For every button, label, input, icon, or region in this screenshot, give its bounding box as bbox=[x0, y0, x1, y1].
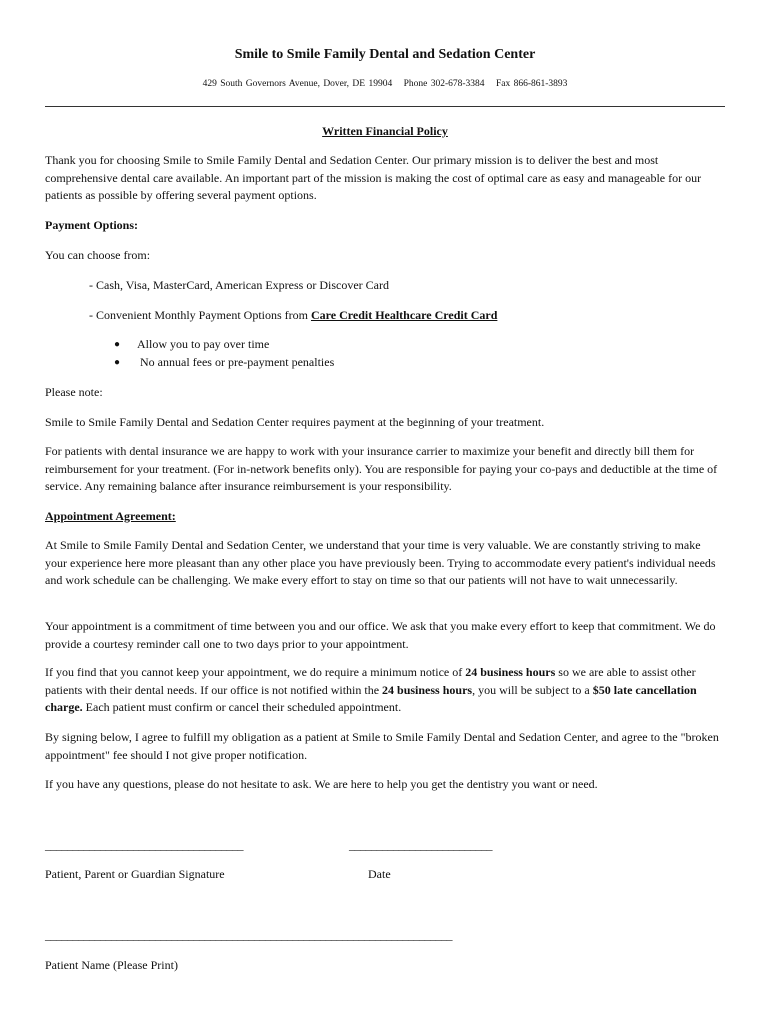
signature-label: Patient, Parent or Guardian Signature bbox=[45, 867, 225, 881]
bullet-item bbox=[0, 354, 770, 372]
payment-note: Smile to Smile Family Dental and Sedation Center requires payment at the beginning of your treatment. bbox=[45, 415, 545, 429]
patient-name-label: Patient Name (Please Print) bbox=[45, 958, 178, 972]
patient-name-line[interactable]: __________________________________________________________________________ bbox=[45, 928, 452, 942]
notice-hours: 24 business hours bbox=[465, 665, 556, 679]
appointment-paragraph-1: At Smile to Smile Family Dental and Sedation Center, we understand that your time is very valuable. We are constantly striving to make your experience here more pleasant than any other place you have previously been. Trying to accommodate every patient's individual needs and work schedule can be challenging. We make every effort to stay on time so that our patients will not have to wait unnecessarily. bbox=[45, 538, 716, 587]
option-cash: - Cash, Visa, MasterCard, American Express or Discover Card bbox=[89, 278, 389, 292]
date-line[interactable]: __________________________ bbox=[349, 838, 492, 852]
option-monthly bbox=[89, 307, 689, 325]
bullet-item bbox=[0, 336, 770, 354]
policy-heading: Written Financial Policy bbox=[322, 124, 448, 138]
bullet-text: Allow you to pay over time bbox=[137, 337, 270, 351]
appointment-paragraph-2: Your appointment is a commitment of time between you and our office. We ask that you make every effort to keep that commitment. We do provide a courtesy reminder call one to two days prior to your appointment. bbox=[45, 619, 716, 651]
practice-address: 429 South Governors Avenue, Dover, DE 19904 bbox=[202, 79, 393, 89]
appointment-paragraph-3 bbox=[45, 664, 725, 717]
intro-paragraph: Thank you for choosing Smile to Smile Family Dental and Sedation Center. Our primary mission is to deliver the best and most comprehensive dental care available. An important part of the mission is making the cost of optimal care as easy and manageable for our patients as possible by offering several payment options. bbox=[45, 153, 702, 202]
notice-text: so we are able to assist other patients with their dental needs. If our office is not notified within the bbox=[45, 665, 696, 697]
please-note: Please note: bbox=[45, 385, 103, 399]
notice-text: , you will be subject to a bbox=[472, 682, 593, 697]
appointment-heading: Appointment Agreement: bbox=[45, 509, 176, 523]
signature-line[interactable]: ____________________________________ bbox=[45, 838, 243, 852]
choose-text: You can choose from: bbox=[45, 248, 151, 262]
notice-text: If you find that you cannot keep your appointment, we do require a minimum notice of bbox=[45, 665, 466, 679]
payment-options-heading: Payment Options: bbox=[45, 218, 138, 232]
option-monthly-text: - Convenient Monthly Payment Options from bbox=[89, 308, 311, 322]
practice-title: Smile to Smile Family Dental and Sedation Center bbox=[234, 47, 536, 62]
appointment-paragraph-4: By signing below, I agree to fulfill my obligation as a patient at Smile to Smile Family Dental and Sedation Center, and agree to the "broken appointment" fee should I not give proper notification. bbox=[45, 730, 719, 762]
bullet-text: No annual fees or pre-payment penalties bbox=[140, 355, 335, 369]
notice-hours: 24 business hours bbox=[382, 682, 473, 697]
header-divider bbox=[45, 106, 725, 107]
questions-paragraph: If you have any questions, please do not hesitate to ask. We are here to help you get the dentistry you want or need. bbox=[45, 777, 598, 791]
bullet-icon: ● bbox=[114, 339, 121, 350]
insurance-paragraph: For patients with dental insurance we are happy to work with your insurance carrier to maximize your benefit and directly bill them for reimbursement for your treatment. (For in-network benefits only). You are responsible for paying your co-pays and deductible at the time of service. Any remaining balance after insurance reimbursement is your responsibility. bbox=[45, 444, 718, 493]
notice-text: Each patient must confirm or cancel their scheduled appointment. bbox=[82, 700, 402, 714]
date-label: Date bbox=[368, 867, 391, 881]
bullet-icon: ● bbox=[114, 357, 121, 368]
contact-info bbox=[0, 79, 770, 89]
late-cancellation-charge: $50 late cancellation charge. bbox=[45, 682, 697, 714]
care-credit-link[interactable]: Care Credit Healthcare Credit Card bbox=[310, 308, 498, 322]
practice-fax: Fax 866-861-3893 bbox=[495, 79, 568, 89]
practice-phone: Phone 302-678-3384 bbox=[403, 79, 485, 89]
